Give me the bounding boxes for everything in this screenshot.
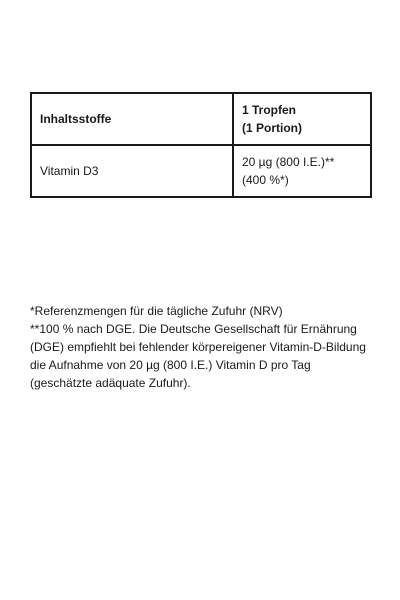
footnote-dge: **100 % nach DGE. Die Deutsche Gesellschaft für Ernährung (DGE) empfiehlt bei fehlender körpereigener Vitamin-D-Bildung die Aufnahme von 20 µg (800 I.E.) Vitamin D pro Tag (geschätzte adäquate Zufuhr). (30, 322, 366, 390)
footnote-reference: *Referenzmengen für die tägliche Zufuhr (NRV) (30, 304, 283, 318)
header-ingredients (31, 93, 233, 145)
cell-ingredient-name (31, 145, 233, 197)
ingredient-amount-line1: 20 µg (800 I.E.)** (242, 155, 335, 169)
ingredient-name: Vitamin D3 (40, 164, 99, 178)
footnotes (30, 302, 370, 392)
header-ingredients-label: Inhaltsstoffe (40, 112, 112, 126)
nutrition-table (30, 92, 372, 198)
header-serving (233, 93, 371, 145)
header-serving-line1: 1 Tropfen (242, 103, 297, 117)
table-row (31, 145, 371, 197)
cell-ingredient-amount (233, 145, 371, 197)
table-header-row (31, 93, 371, 145)
ingredient-amount-line2: (400 %*) (242, 173, 289, 187)
header-serving-line2: (1 Portion) (242, 121, 302, 135)
